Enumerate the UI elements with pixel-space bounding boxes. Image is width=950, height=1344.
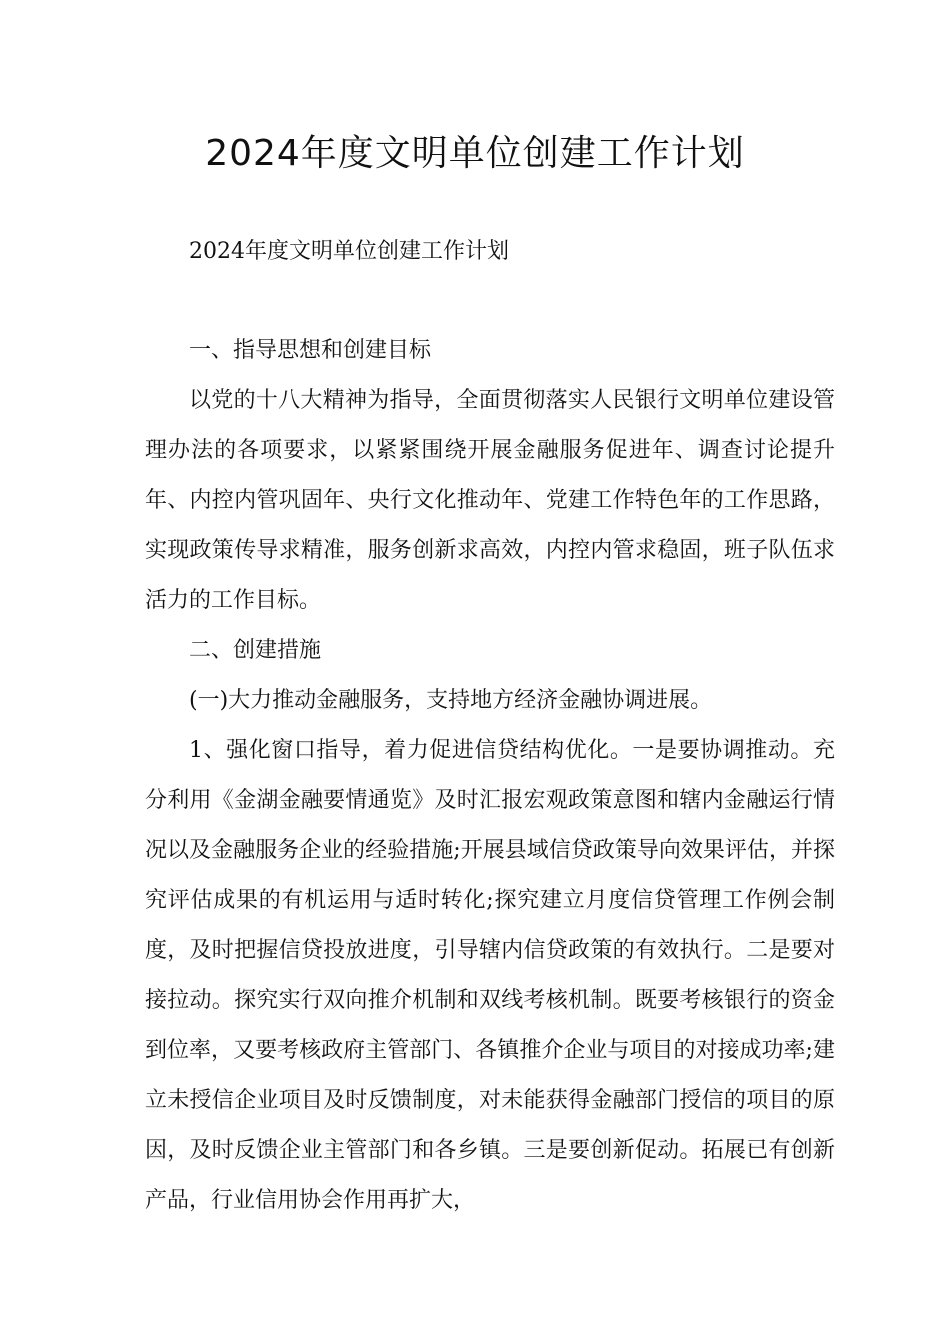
subsection-1-heading: (一)大力推动金融服务，支持地方经济金融协调进展。	[189, 688, 713, 713]
section-2-heading: 二、创建措施	[189, 638, 322, 663]
document-title: 2024年度文明单位创建工作计划	[205, 133, 745, 174]
item-1-paragraph: 1、强化窗口指导，着力促进信贷结构优化。一是要协调推动。充分利用《金湖金融要情通览》及时汇报宏观政策意图和辖内金融运行情况以及金融服务企业的经验措施;开展县域信贷政策导向效果评估，并探究评估成果的有机运用与适时转化;探究建立月度信贷管理工作例会制度，及时把握信贷投放进度，引导辖内信贷政策的有效执行。二是要对接拉动。探究实行双向推介机制和双线考核机制。既要考核银行的资金到位率，又要考核政府主管部门、各镇推介企业与项目的对接成功率;建立未授信企业项目及时反馈制度，对未能获得金融部门授信的项目的原因，及时反馈企业主管部门和各乡镇。三是要创新促动。拓展已有创新产品，行业信用协会作用再扩大，	[145, 738, 835, 1213]
section-1-heading: 一、指导思想和创建目标	[189, 338, 432, 363]
document-subtitle: 2024年度文明单位创建工作计划	[189, 239, 509, 264]
section-1-paragraph: 以党的十八大精神为指导，全面贯彻落实人民银行文明单位建设管理办法的各项要求，以紧紧围绕开展金融服务促进年、调查讨论提升年、内控内管巩固年、央行文化推动年、党建工作特色年的工作思路，实现政策传导求精准，服务创新求高效，内控内管求稳固，班子队伍求活力的工作目标。	[145, 388, 835, 613]
